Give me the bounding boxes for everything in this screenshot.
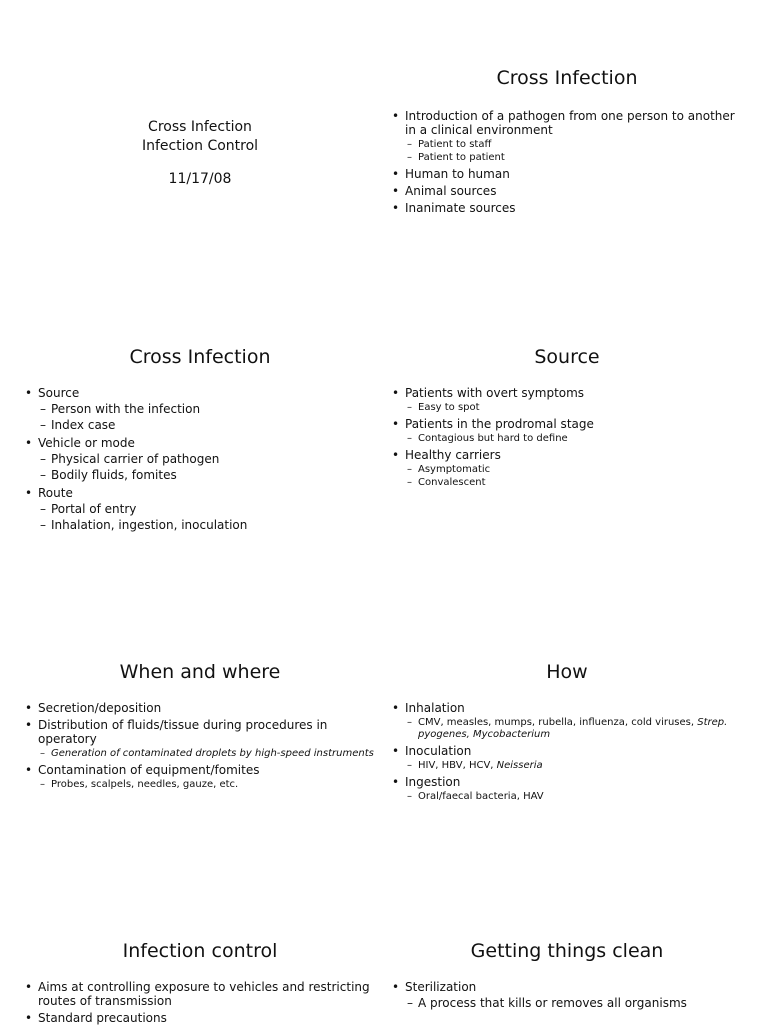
sub-item: – Inhalation, ingestion, inoculation: [38, 518, 375, 533]
bullet-item: • Standard precautions: [25, 1011, 375, 1025]
slide-1-title: [25, 118, 375, 189]
bullet-item: • Vehicle or mode – Physical carrier of pathogen – Bodily fluids, fomites: [25, 436, 375, 483]
slide-title: Source: [534, 346, 600, 368]
slide-7: [25, 940, 375, 1028]
bullet-item: • Inoculation – HIV, HBV, HCV, Neisseria: [392, 744, 742, 772]
sub-item: – HIV, HBV, HCV, Neisseria: [405, 760, 742, 772]
sub-item: – Patient to staff: [405, 139, 742, 151]
slide-5: [25, 661, 375, 794]
title-line-2: Infection Control: [141, 138, 259, 154]
bullet-item: • Introduction of a pathogen from one person to another in a clinical environment – Patient to staff – Patient to patient: [392, 109, 742, 164]
bullet-item: • Route – Portal of entry – Inhalation, ingestion, inoculation: [25, 486, 375, 533]
bullet-list: [392, 701, 742, 803]
sub-list: [38, 779, 375, 791]
slide-title: Cross Infection: [129, 346, 271, 368]
sub-item: – Convalescent: [405, 477, 742, 489]
sub-list: [405, 139, 742, 164]
sub-item: – Easy to spot: [405, 402, 742, 414]
bullet-item: • Aims at controlling exposure to vehicles and restricting routes of transmission: [25, 980, 375, 1008]
sub-list: [405, 760, 742, 772]
bullet-list: [392, 386, 742, 489]
slide-2: [392, 67, 742, 218]
sub-item: – A process that kills or removes all organisms: [405, 996, 742, 1011]
bullet-item: • Healthy carriers – Asymptomatic – Convalescent: [392, 448, 742, 489]
bullet-item: • Source – Person with the infection – Index case: [25, 386, 375, 433]
slide-title: How: [546, 661, 588, 683]
slide-6: [392, 661, 742, 806]
sub-item: – Probes, scalpels, needles, gauze, etc.: [38, 779, 375, 791]
bullet-item: • Contamination of equipment/fomites – Probes, scalpels, needles, gauze, etc.: [25, 763, 375, 791]
sub-item: – CMV, measles, mumps, rubella, influenza, cold viruses, Strep. pyogenes, Mycobacterium: [405, 717, 742, 741]
slide-title: Cross Infection: [496, 67, 638, 89]
sub-list: [405, 996, 742, 1011]
slide-date: 11/17/08: [168, 171, 232, 187]
bullet-list: [392, 980, 742, 1011]
bullet-item: • Human to human: [392, 167, 742, 181]
bullet-item: • Distribution of fluids/tissue during procedures in operatory – Generation of contaminated droplets by high-speed instruments: [25, 718, 375, 760]
slide-4: [392, 346, 742, 492]
title-block: [25, 118, 375, 189]
bullet-item: • Patients with overt symptoms – Easy to spot: [392, 386, 742, 414]
sub-item: – Patient to patient: [405, 152, 742, 164]
bullet-item: • Animal sources: [392, 184, 742, 198]
bullet-list: [25, 701, 375, 791]
sub-list: [405, 402, 742, 414]
bullet-item: • Secretion/deposition: [25, 701, 375, 715]
sub-item: – Contagious but hard to define: [405, 433, 742, 445]
slide-3: [25, 346, 375, 536]
sub-list: [405, 464, 742, 489]
sub-item: – Physical carrier of pathogen: [38, 452, 375, 467]
sub-item: – Asymptomatic: [405, 464, 742, 476]
bullet-list: [25, 386, 375, 533]
slide-8: [392, 940, 742, 1014]
bullet-item: • Patients in the prodromal stage – Contagious but hard to define: [392, 417, 742, 445]
sub-item: – Index case: [38, 418, 375, 433]
slide-title: Getting things clean: [470, 940, 664, 962]
bullet-item: • Sterilization – A process that kills or removes all organisms: [392, 980, 742, 1011]
sub-list: [405, 433, 742, 445]
sub-list: [38, 748, 375, 760]
bullet-list: [392, 109, 742, 215]
sub-item: – Oral/faecal bacteria, HAV: [405, 791, 742, 803]
sub-list: [38, 452, 375, 483]
sub-item: – Portal of entry: [38, 502, 375, 517]
sub-list: [405, 791, 742, 803]
bullet-item: • Ingestion – Oral/faecal bacteria, HAV: [392, 775, 742, 803]
sub-list: [405, 717, 742, 741]
bullet-list: [25, 980, 375, 1025]
slide-title: Infection control: [122, 940, 278, 962]
sub-item: – Generation of contaminated droplets by high-speed instruments: [38, 748, 375, 760]
slide-title: When and where: [119, 661, 281, 683]
bullet-item: • Inhalation – CMV, measles, mumps, rubella, influenza, cold viruses, Strep. pyogenes, Mycobacterium: [392, 701, 742, 741]
title-line-1: Cross Infection: [148, 119, 252, 135]
sub-item: – Person with the infection: [38, 402, 375, 417]
sub-list: [38, 502, 375, 533]
sub-item: – Bodily fluids, fomites: [38, 468, 375, 483]
sub-list: [38, 402, 375, 433]
bullet-item: • Inanimate sources: [392, 201, 742, 215]
